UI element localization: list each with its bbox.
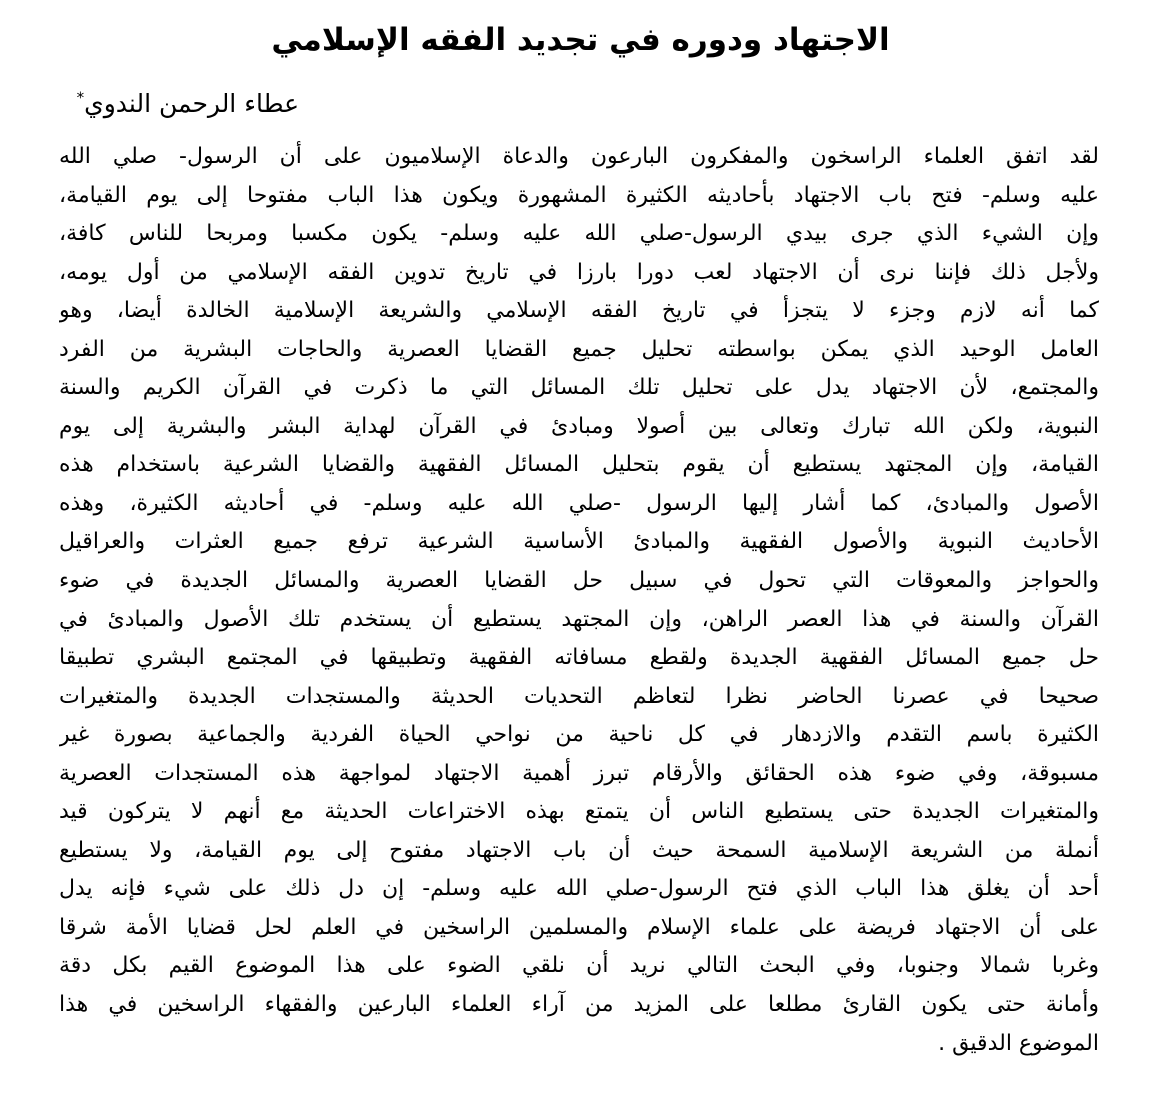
text-line: أنملة من الشريعة الإسلامية السمحة حيث أن باب الاجتهاد مفتوح إلى يوم القيامة، ولا يستطيع bbox=[59, 837, 1099, 863]
author-name bbox=[77, 86, 299, 122]
text-line: ولأجل ذلك فإننا نرى أن الاجتهاد لعب دورا بارزا في تاريخ تدوين الفقه الإسلامي من أول يومه، bbox=[59, 259, 1099, 285]
text-line: كما أنه لازم وجزء لا يتجزأ في تاريخ الفقه الإسلامي والشريعة الإسلامية الخالدة أيضا، وهو bbox=[59, 298, 1099, 324]
author-footnote-mark: * bbox=[76, 88, 85, 107]
text-line: وأمانة حتى يكون القارئ مطلعا على المزيد من آراء العلماء البارعين والفقهاء الراسخين في هذا bbox=[59, 992, 1099, 1018]
text-line: والمجتمع، لأن الاجتهاد يدل على تحليل تلك المسائل التي ما ذكرت في القرآن الكريم والسنة bbox=[59, 375, 1099, 401]
text-line: القرآن والسنة في هذا العصر الراهن، وإن المجتهد يستطيع أن يستخدم تلك الأصول والمبادئ في bbox=[59, 606, 1099, 632]
text-line: العامل الوحيد الذي يمكن بواسطته تحليل جميع القضايا العصرية والحاجات البشرية من الفرد bbox=[59, 336, 1099, 362]
author-name-text: عطاء الرحمن الندوي bbox=[84, 89, 299, 118]
text-line: النبوية، ولكن الله تبارك وتعالى بين أصولا ومبادئ في القرآن لهداية البشر والبشرية إلى يوم bbox=[59, 413, 1099, 439]
text-line: وغربا شمالا وجنوبا، وفي البحث التالي نريد أن نلقي الضوء على هذا الموضوع القيم بكل دقة bbox=[59, 953, 1099, 979]
text-line: على أن الاجتهاد فريضة على علماء الإسلام والمسلمين الراسخين في العلم لحل قضايا الأمة شرقا bbox=[59, 914, 1099, 940]
text-line: لقد اتفق العلماء الراسخون والمفكرون البارعون والدعاة الإسلاميون على أن الرسول- صلي الله bbox=[59, 144, 1099, 169]
text-line: وإن الشيء الذي جرى بيدي الرسول-صلي الله عليه وسلم- يكون مكسبا ومربحا للناس كافة، bbox=[59, 221, 1099, 247]
text-line: صحيحا في عصرنا الحاضر نظرا لتعاظم التحديات الحديثة والمستجدات الجديدة والمتغيرات bbox=[59, 683, 1099, 709]
body-paragraph bbox=[59, 138, 1099, 1063]
text-line: عليه وسلم- فتح باب الاجتهاد بأحاديثه الكثيرة المشهورة ويكون هذا الباب مفتوحا إلى يوم القيامة، bbox=[59, 182, 1099, 208]
text-line: الكثيرة باسم التقدم والازدهار في كل ناحية من نواحي الحياة الفردية والجماعية بصورة غير bbox=[59, 722, 1099, 748]
text-line: حل جميع المسائل الفقهية الجديدة ولقطع مسافاته الفقهية وتطبيقها في المجتمع البشري تطبيقا bbox=[59, 645, 1099, 671]
text-line: الموضوع الدقيق . bbox=[938, 1030, 1099, 1056]
text-line: الأصول والمبادئ، كما أشار إليها الرسول -صلي الله عليه وسلم- في أحاديثه الكثيرة، وهذه bbox=[59, 490, 1099, 516]
text-line: والمتغيرات الجديدة حتى يستطيع الناس أن يتمتع بهذه الاختراعات الحديثة مع أنهم لا يتركون قيد bbox=[59, 799, 1099, 825]
text-line: مسبوقة، وفي ضوء هذه الحقائق والأرقام تبرز أهمية الاجتهاد لمواجهة هذه المستجدات العصرية bbox=[59, 760, 1099, 786]
text-line: الأحاديث النبوية والأصول الفقهية والمبادئ الأساسية الشرعية ترفع جميع العثرات والعراقيل bbox=[59, 529, 1099, 555]
document-title: الاجتهاد ودوره في تجديد الفقه الإسلامي bbox=[271, 22, 890, 58]
text-line: والحواجز والمعوقات التي تحول في سبيل حل القضايا العصرية والمسائل الجديدة في ضوء bbox=[59, 568, 1099, 594]
text-line: أحد أن يغلق هذا الباب الذي فتح الرسول-صلي الله عليه وسلم- إن دل ذلك على شيء فإنه يدل bbox=[59, 876, 1099, 902]
text-line: القيامة، وإن المجتهد يستطيع أن يقوم بتحليل المسائل الفقهية والقضايا الشرعية باستخدام هذه bbox=[59, 452, 1099, 478]
